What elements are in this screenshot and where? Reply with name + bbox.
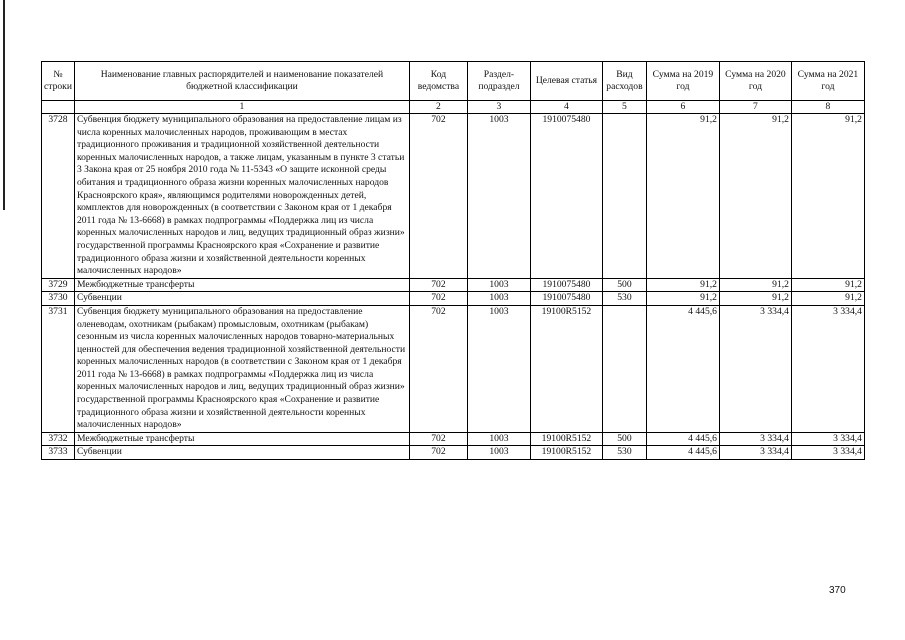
table-row: [42, 432, 865, 446]
row-expense-type: 500: [602, 432, 646, 446]
row-expense-type: [602, 305, 646, 432]
column-number: 1: [74, 101, 409, 114]
row-expense-type: 500: [602, 278, 646, 292]
table-row: [42, 292, 865, 306]
row-sum-2019: 4 445,6: [646, 446, 719, 460]
row-name: Субвенции: [74, 446, 409, 460]
row-dept-code: 702: [409, 446, 467, 460]
row-sum-2021: 3 334,4: [791, 432, 864, 446]
row-dept-code: 702: [409, 432, 467, 446]
table-row: [42, 278, 865, 292]
row-name: Субвенция бюджету муниципального образования на предоставление лицам из числа коренных малочисленных народов, проживающим в местах традиционного проживания и традиционной хозяйственной деятельности коренных малочисленных народов, а также лицам, указанным в пункте 3 статьи 3 Закона края от 25 ноября 2010 года № 11-5343 «О защите исконной среды обитания и традиционного образа жизни коренных малочисленных народов Красноярского края», являющимся родителями новорожденных детей, комплектов для новорожденных (в соответствии с Законом края от 1 декабря 2011 года № 13-6668) в рамках подпрограммы «Поддержка лиц из числа коренных малочисленных народов и лиц, ведущих традиционный образ жизни» государственной программы Красноярского края «Сохранение и развитие традиционного образа жизни и хозяйственной деятельности коренных малочисленных народов»: [74, 114, 409, 279]
header-row-no: № строки: [42, 62, 75, 101]
row-dept-code: 702: [409, 305, 467, 432]
header-expense-type: Вид расходов: [602, 62, 646, 101]
header-sum-2020: Сумма на 2020 год: [719, 62, 791, 101]
row-name: Межбюджетные трансферты: [74, 278, 409, 292]
row-no: 3729: [42, 278, 75, 292]
row-target: 19100R5152: [530, 446, 602, 460]
header-target: Целевая статья: [530, 62, 602, 101]
row-name: Субвенция бюджету муниципального образования на предоставление оленеводам, охотникам (рыбакам) промысловым, охотникам (рыбакам) сезонным из числа коренных малочисленных народов товарно-материальных ценностей для обеспечения ведения традиционной хозяйственной деятельности коренных малочисленных народов (в соответствии с Законом края от 1 декабря 2011 года № 13-6668) в рамках подпрограммы «Поддержка лиц из числа коренных малочисленных народов и лиц, ведущих традиционный образ жизни» государственной программы Красноярского края «Сохранение и развитие традиционного образа жизни и хозяйственной деятельности коренных малочисленных народов»: [74, 305, 409, 432]
row-target: 1910075480: [530, 114, 602, 279]
column-number: 5: [602, 101, 646, 114]
row-no: 3733: [42, 446, 75, 460]
row-target: 19100R5152: [530, 305, 602, 432]
row-sum-2021: 91,2: [791, 114, 864, 279]
row-section: 1003: [467, 446, 530, 460]
row-section: 1003: [467, 278, 530, 292]
row-section: 1003: [467, 305, 530, 432]
row-target: 19100R5152: [530, 432, 602, 446]
row-sum-2021: 3 334,4: [791, 305, 864, 432]
column-number: 3: [467, 101, 530, 114]
column-number: 7: [719, 101, 791, 114]
row-sum-2020: 3 334,4: [719, 305, 791, 432]
row-expense-type: 530: [602, 446, 646, 460]
column-number-row: [42, 101, 865, 114]
header-section: Раздел-подраздел: [467, 62, 530, 101]
row-section: 1003: [467, 432, 530, 446]
row-target: 1910075480: [530, 278, 602, 292]
row-sum-2021: 91,2: [791, 292, 864, 306]
table-row: [42, 114, 865, 279]
row-target: 1910075480: [530, 292, 602, 306]
empty-cell: [42, 101, 75, 114]
row-no: 3731: [42, 305, 75, 432]
budget-table: [41, 61, 865, 460]
row-no: 3728: [42, 114, 75, 279]
column-number: 6: [646, 101, 719, 114]
row-sum-2021: 91,2: [791, 278, 864, 292]
row-section: 1003: [467, 114, 530, 279]
column-number: 4: [530, 101, 602, 114]
row-dept-code: 702: [409, 292, 467, 306]
row-sum-2020: 91,2: [719, 292, 791, 306]
row-name: Субвенции: [74, 292, 409, 306]
row-expense-type: [602, 114, 646, 279]
header-sum-2019: Сумма на 2019 год: [646, 62, 719, 101]
page-number: 370: [829, 585, 846, 596]
table-row: [42, 446, 865, 460]
row-sum-2019: 4 445,6: [646, 305, 719, 432]
row-sum-2020: 91,2: [719, 114, 791, 279]
row-sum-2020: 3 334,4: [719, 432, 791, 446]
row-sum-2019: 91,2: [646, 114, 719, 279]
row-sum-2019: 91,2: [646, 292, 719, 306]
row-dept-code: 702: [409, 114, 467, 279]
row-sum-2020: 91,2: [719, 278, 791, 292]
table-row: [42, 305, 865, 432]
table-header-row: [42, 62, 865, 101]
column-number: 2: [409, 101, 467, 114]
row-sum-2020: 3 334,4: [719, 446, 791, 460]
row-dept-code: 702: [409, 278, 467, 292]
row-sum-2019: 91,2: [646, 278, 719, 292]
row-expense-type: 530: [602, 292, 646, 306]
row-sum-2019: 4 445,6: [646, 432, 719, 446]
left-margin-line: [3, 0, 5, 210]
column-number: 8: [791, 101, 864, 114]
row-no: 3730: [42, 292, 75, 306]
header-dept-code: Код ведомства: [409, 62, 467, 101]
header-name: Наименование главных распорядителей и наименование показателей бюджетной классификации: [74, 62, 409, 101]
row-name: Межбюджетные трансферты: [74, 432, 409, 446]
row-no: 3732: [42, 432, 75, 446]
row-section: 1003: [467, 292, 530, 306]
header-sum-2021: Сумма на 2021 год: [791, 62, 864, 101]
row-sum-2021: 3 334,4: [791, 446, 864, 460]
